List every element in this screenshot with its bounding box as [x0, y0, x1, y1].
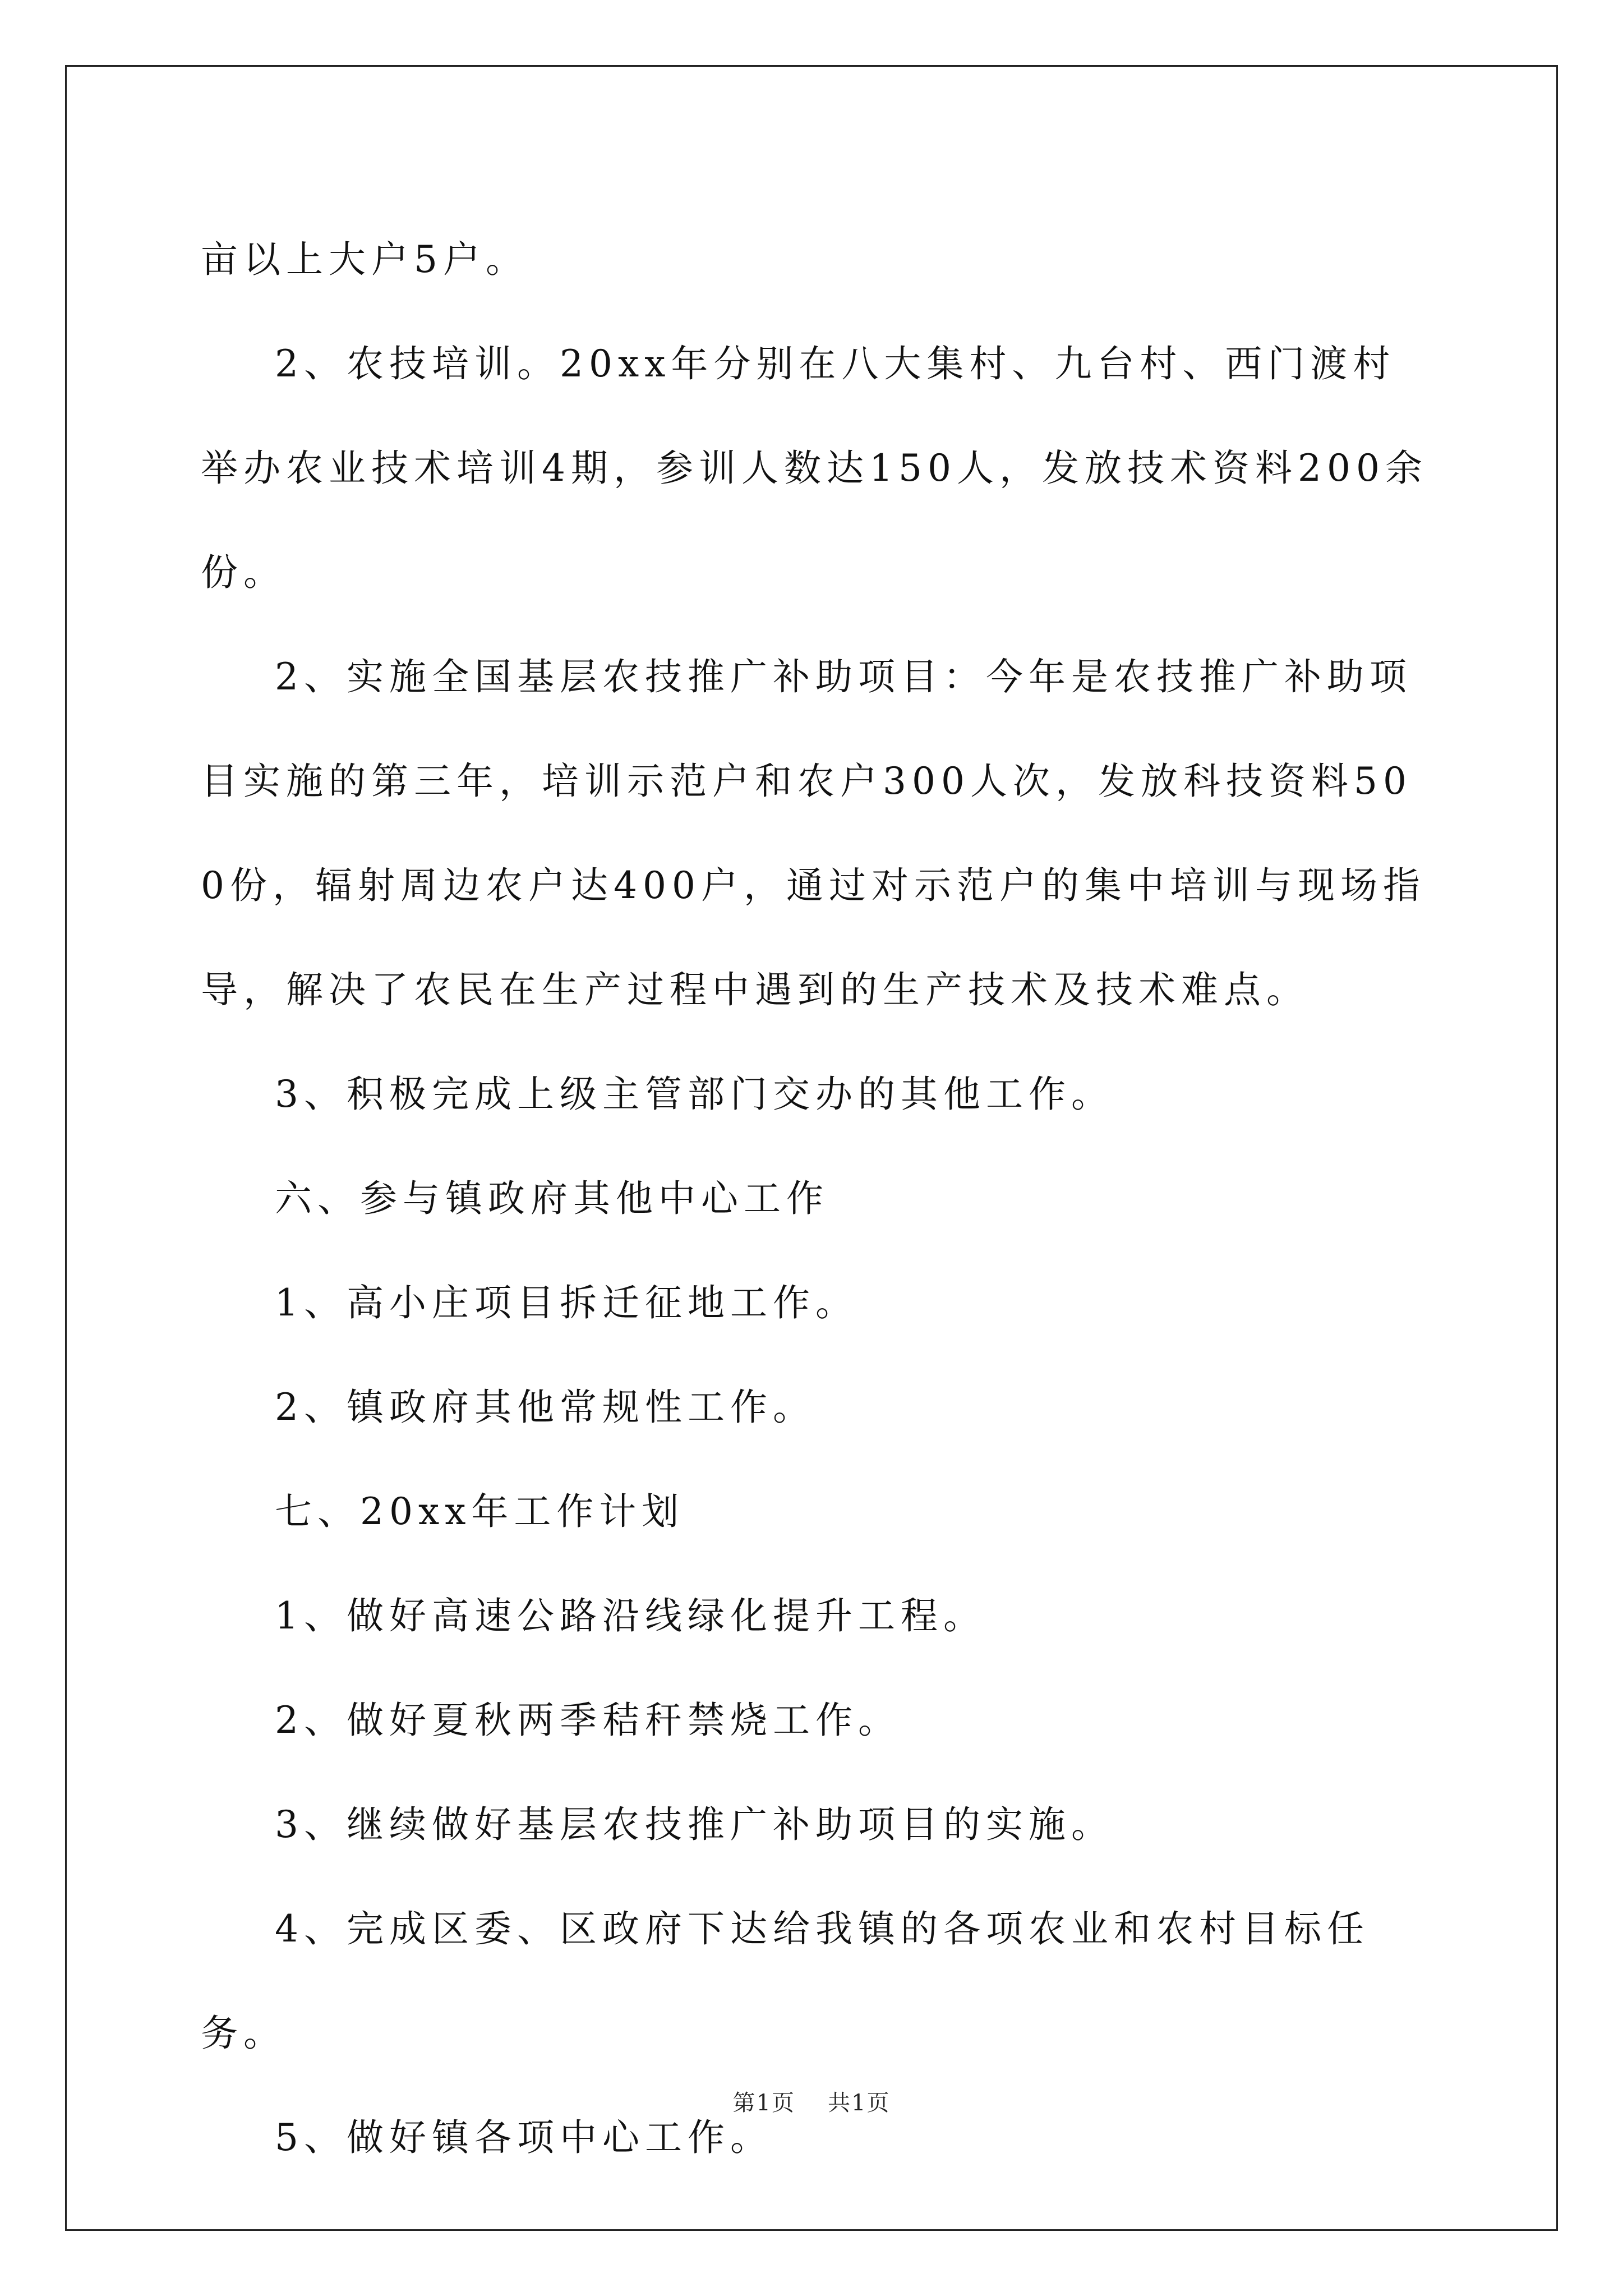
paragraph: 2、做好夏秋两季秸秆禁烧工作。 [275, 1699, 901, 1742]
paragraph: 3、继续做好基层农技推广补助项目的实施。 [275, 1803, 1114, 1846]
page-footer [0, 2085, 1623, 2117]
paragraph: 4、完成区委、区政府下达给我镇的各项农业和农村目标任务。 [201, 1907, 1370, 2055]
page-number: 第1页 [732, 2090, 795, 2116]
section-heading: 六、参与镇政府其他中心工作 [275, 1177, 829, 1220]
paragraph: 亩以上大户5户。 [201, 238, 528, 281]
paragraph: 1、做好高速公路沿线绿化提升工程。 [275, 1594, 986, 1637]
section-heading: 七、20xx年工作计划 [275, 1490, 685, 1533]
page-total: 共1页 [828, 2090, 891, 2116]
paragraph: 3、积极完成上级主管部门交办的其他工作。 [275, 1073, 1114, 1116]
paragraph: 2、镇政府其他常规性工作。 [275, 1386, 815, 1429]
document-body [201, 208, 1429, 2190]
paragraph: 1、高小庄项目拆迁征地工作。 [275, 1281, 858, 1324]
paragraph: 2、农技培训。20xx年分别在八大集村、九台村、西门渡村举办农业技术培训4期，参训人数达150人，发放技术资料200余份。 [201, 342, 1428, 594]
paragraph: 5、做好镇各项中心工作。 [275, 2116, 773, 2159]
paragraph: 2、实施全国基层农技推广补助项目：今年是农技推广补助项目实施的第三年，培训示范户和农户300人次，发放科技资料500份，辐射周边农户达400户，通过对示范户的集中培训与现场指导，解决了农民在生产过程中遇到的生产技术及技术难点。 [201, 655, 1426, 1011]
